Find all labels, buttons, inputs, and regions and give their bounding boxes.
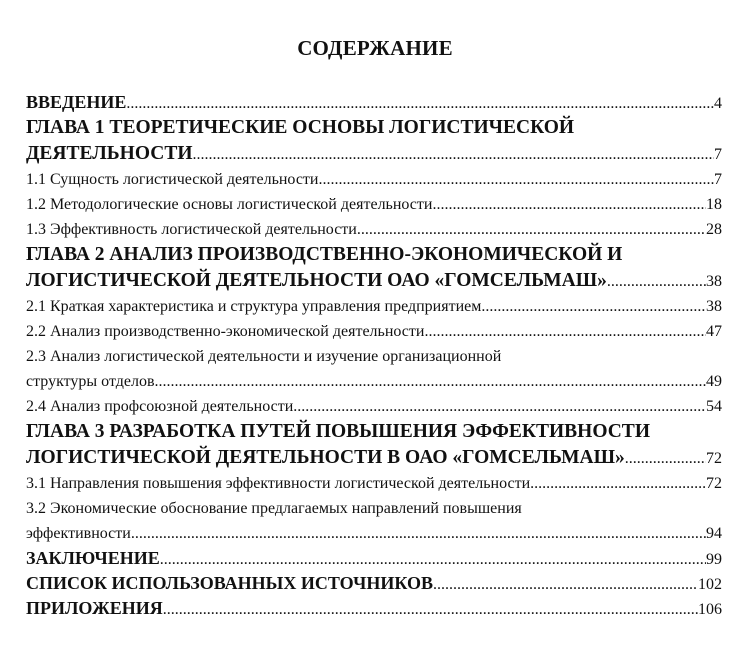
page-title: СОДЕРЖАНИЕ <box>297 36 453 60</box>
toc-entry-label: 1.2 Методологические основы логистической деятельности <box>26 196 433 213</box>
table-of-contents <box>26 90 722 621</box>
toc-page-number: 54 <box>706 398 722 415</box>
toc-entry-label: ЛОГИСТИЧЕСКОЙ ДЕЯТЕЛЬНОСТИ ОАО «ГОМСЕЛЬМАШ» <box>26 270 607 291</box>
toc-section-3-2-line1[interactable]: 3.2 Экономические обоснование предлагаемых направлений повышения <box>26 500 522 517</box>
toc-page-number: 106 <box>698 601 722 618</box>
toc-entry-label: ДЕЯТЕЛЬНОСТИ <box>26 143 193 164</box>
toc-page-number: 49 <box>706 373 722 390</box>
toc-page-number: 99 <box>706 551 722 568</box>
toc-entry-label: структуры отделов <box>26 373 155 390</box>
toc-entry-label: ПРИЛОЖЕНИЯ <box>26 598 163 618</box>
toc-entry-section-2-1[interactable] <box>26 294 722 319</box>
toc-entry-chapter-2[interactable] <box>26 268 722 294</box>
dot-leader <box>432 192 706 217</box>
toc-page-number: 38 <box>706 298 722 315</box>
toc-chapter-1-heading-line1[interactable]: ГЛАВА 1 ТЕОРЕТИЧЕСКИЕ ОСНОВЫ ЛОГИСТИЧЕСКОЙ <box>26 117 575 138</box>
toc-entry-label: 1.3 Эффективность логистической деятельности <box>26 221 357 238</box>
toc-page-number: 94 <box>706 525 722 542</box>
toc-entry-references[interactable] <box>26 571 722 596</box>
toc-page-number: 18 <box>706 196 722 213</box>
toc-page-number: 72 <box>706 475 722 492</box>
dot-leader <box>293 394 706 419</box>
toc-entry-label: 1.1 Сущность логистической деятельности <box>26 171 319 188</box>
toc-entry-section-1-3[interactable] <box>26 217 722 242</box>
toc-chapter-3-heading-line1[interactable]: ГЛАВА 3 РАЗРАБОТКА ПУТЕЙ ПОВЫШЕНИЯ ЭФФЕКТИВНОСТИ <box>26 421 650 442</box>
toc-entry-label: эффективности <box>26 525 131 542</box>
toc-entry-section-3-2[interactable] <box>26 521 722 546</box>
dot-leader <box>625 446 706 471</box>
toc-entry-appendices[interactable] <box>26 596 722 621</box>
toc-page-number: 7 <box>714 171 722 188</box>
dot-leader <box>433 572 698 596</box>
dot-leader <box>163 597 698 621</box>
toc-entry-section-3-1[interactable] <box>26 471 722 496</box>
toc-page-number: 28 <box>706 221 722 238</box>
toc-entry-chapter-3[interactable] <box>26 445 722 471</box>
toc-entry-chapter-1[interactable] <box>26 141 722 167</box>
dot-leader <box>607 269 706 294</box>
toc-page-number: 102 <box>698 576 722 593</box>
toc-entry-label: 2.4 Анализ профсоюзной деятельности <box>26 398 294 415</box>
toc-page-number: 72 <box>706 450 722 467</box>
toc-entry-section-2-3[interactable] <box>26 369 722 394</box>
toc-entry-label: ЗАКЛЮЧЕНИЕ <box>26 548 160 568</box>
toc-entry-label: ЛОГИСТИЧЕСКОЙ ДЕЯТЕЛЬНОСТИ В ОАО «ГОМСЕЛЬМАШ» <box>26 447 625 468</box>
toc-entry-label: 2.2 Анализ производственно-экономической деятельности <box>26 323 425 340</box>
dot-leader <box>193 142 714 167</box>
dot-leader <box>481 294 706 319</box>
dot-leader <box>126 91 714 115</box>
toc-page-number: 7 <box>714 146 722 163</box>
toc-chapter-2-heading-line1[interactable]: ГЛАВА 2 АНАЛИЗ ПРОИЗВОДСТВЕННО-ЭКОНОМИЧЕСКОЙ И <box>26 244 623 265</box>
dot-leader <box>160 547 706 571</box>
toc-section-2-3-line1[interactable]: 2.3 Анализ логистической деятельности и изучение организационной <box>26 348 502 365</box>
toc-page-number: 38 <box>706 273 722 290</box>
dot-leader <box>318 167 714 192</box>
toc-entry-intro[interactable] <box>26 90 722 115</box>
toc-entry-label: СПИСОК ИСПОЛЬЗОВАННЫХ ИСТОЧНИКОВ <box>26 573 433 593</box>
toc-entry-conclusion[interactable] <box>26 546 722 571</box>
toc-entry-section-2-2[interactable] <box>26 319 722 344</box>
toc-page-number: 47 <box>706 323 722 340</box>
dot-leader <box>530 471 706 496</box>
toc-entry-section-1-2[interactable] <box>26 192 722 217</box>
dot-leader <box>155 369 706 394</box>
dot-leader <box>424 319 706 344</box>
toc-entry-section-2-4[interactable] <box>26 394 722 419</box>
toc-page-number: 4 <box>714 95 722 112</box>
toc-entry-label: 2.1 Краткая характеристика и структура управления предприятием <box>26 298 482 315</box>
dot-leader <box>357 217 706 242</box>
dot-leader <box>131 521 706 546</box>
toc-entry-section-1-1[interactable] <box>26 167 722 192</box>
toc-entry-label: ВВЕДЕНИЕ <box>26 92 127 112</box>
toc-entry-label: 3.1 Направления повышения эффективности логистической деятельности <box>26 475 531 492</box>
